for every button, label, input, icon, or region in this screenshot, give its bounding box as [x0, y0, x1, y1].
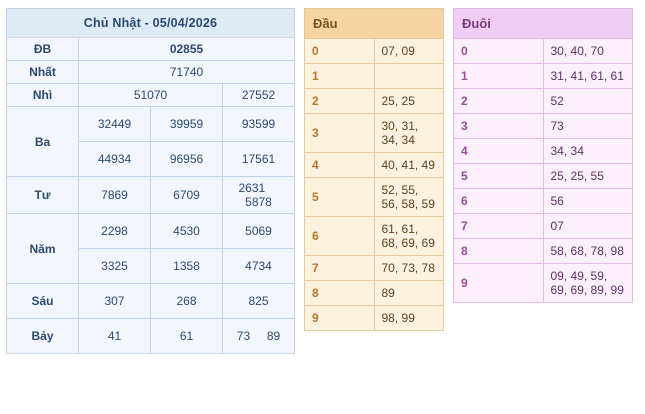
- table-row: [305, 114, 444, 153]
- prize-value: 7869: [79, 177, 151, 214]
- table-row: [305, 89, 444, 114]
- dau-key: 1: [305, 64, 375, 89]
- dau-value: 89: [374, 281, 444, 306]
- prize-value: 4530: [151, 214, 223, 249]
- table-row: [454, 239, 633, 264]
- duoi-key: 9: [454, 264, 544, 303]
- table-row: [7, 61, 295, 84]
- dau-key: 8: [305, 281, 375, 306]
- table-row: [7, 84, 295, 107]
- duoi-value: 52: [543, 89, 633, 114]
- prize-value: [223, 319, 295, 354]
- dau-header: Đầu: [305, 9, 444, 39]
- duoi-value: 73: [543, 114, 633, 139]
- duoi-key: 2: [454, 89, 544, 114]
- prize-value-part: 2631: [238, 181, 266, 195]
- duoi-key: 5: [454, 164, 544, 189]
- table-row: [305, 39, 444, 64]
- dau-key: 9: [305, 306, 375, 331]
- dau-value: 61, 61, 68, 69, 69: [374, 217, 444, 256]
- prize-label-nhat: Nhất: [7, 61, 79, 84]
- dau-key: 4: [305, 153, 375, 178]
- dau-key: 6: [305, 217, 375, 256]
- table-row: [305, 306, 444, 331]
- dau-value: 70, 73, 78: [374, 256, 444, 281]
- table-row: [454, 214, 633, 239]
- prize-value: 6709: [151, 177, 223, 214]
- duoi-value: 09, 49, 59, 69, 69, 89, 99: [543, 264, 633, 303]
- duoi-table: [453, 8, 633, 303]
- duoi-header: Đuôi: [454, 9, 633, 39]
- duoi-key: 0: [454, 39, 544, 64]
- table-row: [7, 107, 295, 142]
- prize-value: 1358: [151, 249, 223, 284]
- table-row: [454, 39, 633, 64]
- prize-value: 307: [79, 284, 151, 319]
- duoi-value: 30, 40, 70: [543, 39, 633, 64]
- dau-value: 07, 09: [374, 39, 444, 64]
- prize-value: 268: [151, 284, 223, 319]
- prize-value: 5069: [223, 214, 295, 249]
- table-row: [454, 189, 633, 214]
- prize-label-bay: Bảy: [7, 319, 79, 354]
- prize-value: 61: [151, 319, 223, 354]
- prize-label-nhi: Nhì: [7, 84, 79, 107]
- dau-table: [304, 8, 444, 331]
- duoi-key: 6: [454, 189, 544, 214]
- prize-value: 4734: [223, 249, 295, 284]
- table-row: [7, 284, 295, 319]
- dau-header-row: [305, 9, 444, 39]
- prize-label-sau: Sáu: [7, 284, 79, 319]
- page-title: Chủ Nhật - 05/04/2026: [7, 9, 295, 38]
- table-row: [305, 256, 444, 281]
- prize-value: 93599: [223, 107, 295, 142]
- table-row: [305, 64, 444, 89]
- prize-value: 96956: [151, 142, 223, 177]
- duoi-key: 3: [454, 114, 544, 139]
- prize-value: 44934: [79, 142, 151, 177]
- table-row: [7, 319, 295, 354]
- prize-value: 32449: [79, 107, 151, 142]
- dau-value: [374, 64, 444, 89]
- dau-key: 3: [305, 114, 375, 153]
- duoi-value: 56: [543, 189, 633, 214]
- prize-value-part: 73: [236, 329, 251, 343]
- prize-value: 27552: [223, 84, 295, 107]
- dau-key: 5: [305, 178, 375, 217]
- prize-value-part: 5878: [245, 195, 272, 209]
- duoi-key: 4: [454, 139, 544, 164]
- prize-value: 51070: [79, 84, 223, 107]
- prize-value: 41: [79, 319, 151, 354]
- table-row: [454, 89, 633, 114]
- prize-value-part: 89: [266, 329, 281, 343]
- table-row: [7, 38, 295, 61]
- table-title-row: [7, 9, 295, 38]
- prize-label-nam: Năm: [7, 214, 79, 284]
- dau-value: 40, 41, 49: [374, 153, 444, 178]
- table-row: [305, 178, 444, 217]
- table-row: [454, 64, 633, 89]
- table-row: [454, 164, 633, 189]
- dau-value: 52, 55, 56, 58, 59: [374, 178, 444, 217]
- duoi-header-row: [454, 9, 633, 39]
- dau-value: 30, 31, 34, 34: [374, 114, 444, 153]
- prize-value: 17561: [223, 142, 295, 177]
- duoi-value: 07: [543, 214, 633, 239]
- prize-label-db: ĐB: [7, 38, 79, 61]
- prize-value: 39959: [151, 107, 223, 142]
- table-row: [7, 214, 295, 249]
- table-row: [454, 264, 633, 303]
- duoi-key: 8: [454, 239, 544, 264]
- dau-value: 25, 25: [374, 89, 444, 114]
- duoi-value: 25, 25, 55: [543, 164, 633, 189]
- duoi-value: 58, 68, 78, 98: [543, 239, 633, 264]
- dau-value: 98, 99: [374, 306, 444, 331]
- prize-value: [223, 177, 295, 214]
- table-row: [305, 153, 444, 178]
- table-row: [7, 177, 295, 214]
- duoi-value: 31, 41, 61, 61: [543, 64, 633, 89]
- duoi-key: 1: [454, 64, 544, 89]
- prize-value: 3325: [79, 249, 151, 284]
- table-row: [305, 281, 444, 306]
- dau-key: 7: [305, 256, 375, 281]
- lottery-results-table: [6, 8, 295, 354]
- table-row: [454, 114, 633, 139]
- duoi-value: 34, 34: [543, 139, 633, 164]
- prize-value: 71740: [79, 61, 295, 84]
- dau-key: 2: [305, 89, 375, 114]
- prize-value: 2298: [79, 214, 151, 249]
- duoi-key: 7: [454, 214, 544, 239]
- prize-label-ba: Ba: [7, 107, 79, 177]
- table-row: [305, 217, 444, 256]
- table-row: [454, 139, 633, 164]
- prize-label-tu: Tư: [7, 177, 79, 214]
- dau-key: 0: [305, 39, 375, 64]
- prize-value: 02855: [79, 38, 295, 61]
- prize-value: 825: [223, 284, 295, 319]
